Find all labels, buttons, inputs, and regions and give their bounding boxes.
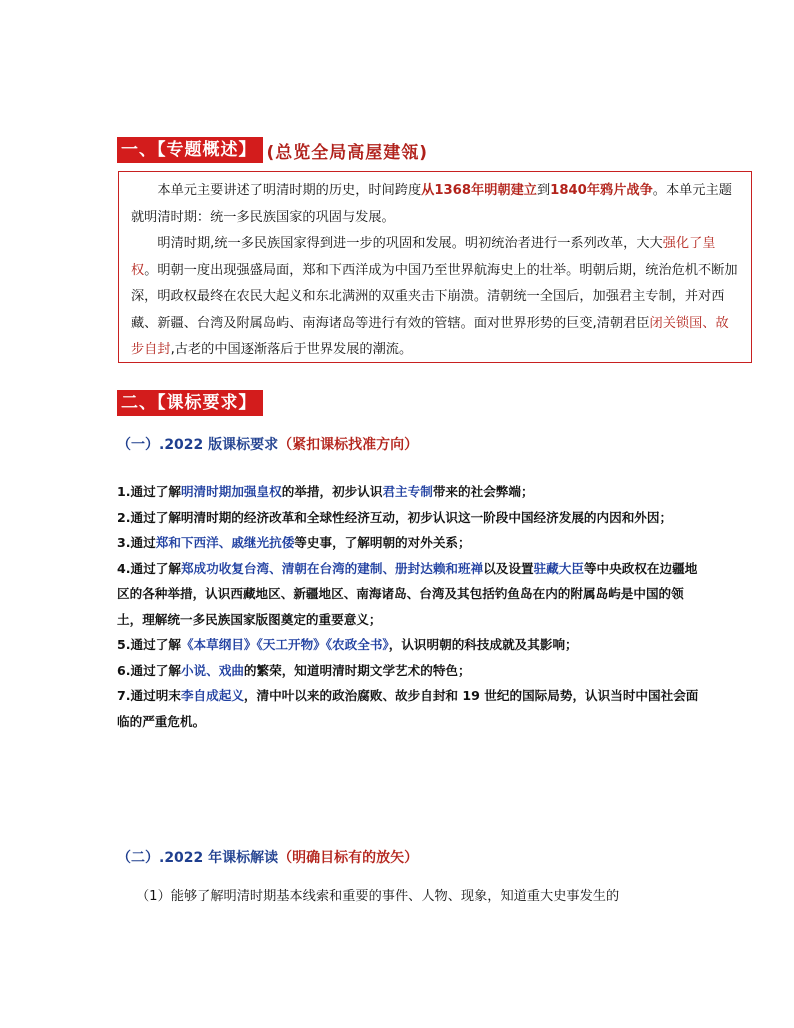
section-subtitle: (总览全局高屋建瓴) — [266, 142, 429, 163]
highlight-text: 1840年鸦片战争 — [550, 183, 653, 198]
section-badge: 二、【课标要求】 — [117, 390, 263, 416]
overview-paragraph-1: 本单元主要讲述了明清时期的历史，时间跨度从1368年明朝建立到1840年鸦片战争。本单元主题就明清时期：统一多民族国家的巩固与发展。 — [131, 183, 732, 225]
overview-box — [118, 171, 752, 363]
section-header-standards — [117, 390, 263, 416]
list-item: 6.通过了解小说、戏曲的繁荣，知道明清时期文学艺术的特色； — [117, 662, 471, 678]
subheading-2022-standards: （一）.2022 版课标要求（紧扣课标找准方向） — [117, 437, 419, 453]
subheading-2022-interpretation: （二）.2022 年课标解读（明确目标有的放矢） — [117, 850, 419, 866]
list-item: 2.通过了解明清时期的经济改革和全球性经济互动，初步认识这一阶段中国经济发展的内因和外因； — [117, 509, 673, 525]
section-header-overview — [117, 137, 428, 163]
interpretation-paragraph: （1）能够了解明清时期基本线索和重要的事件、人物、现象，知道重大史事发生的 — [136, 889, 620, 904]
highlight-text: 闭关锁国、故步自封 — [131, 315, 729, 357]
list-item: 1.通过了解明清时期加强皇权的举措，初步认识君主专制带来的社会弊端； — [117, 484, 534, 499]
list-item: 3.通过郑和下西洋、戚继光抗倭等史事，了解明朝的对外关系； — [117, 535, 471, 550]
highlight-text: 强化了皇权 — [131, 236, 716, 278]
list-item: 4.通过了解郑成功收复台湾、清朝在台湾的建制、册封达赖和班禅以及设置驻藏大臣等中央政权在边疆地区的各种举措，认识西藏地区、新疆地区、南海诸岛、台湾及其包括钓鱼岛在内的附属岛屿是中国的领土，理解统一多民族国家版图奠定的重要意义； — [117, 560, 698, 627]
highlight-text: 从1368年明朝建立 — [421, 183, 537, 198]
requirements-list — [117, 479, 707, 734]
overview-paragraph-2: 明清时期,统一多民族国家得到进一步的巩固和发展。明初统治者进行一系列改革，大大强化了皇权。明朝一度出现强盛局面，郑和下西洋成为中国乃至世界航海史上的壮举。明朝后期，统治危机不断加深，明政权最终在农民大起义和东北满洲的双重夹击下崩溃。清朝统一全国后，加强君主专制，并对西藏、新疆、台湾及附属岛屿、南海诸岛等进行有效的管辖。面对世界形势的巨变,清朝君臣闭关锁国、故步自封,古老的中国逐渐落后于世界发展的潮流。 — [131, 236, 738, 357]
list-item: 7.通过明末李自成起义，清中叶以来的政治腐败、故步自封和 19 世纪的国际局势，认识当时中国社会面临的严重危机。 — [117, 688, 699, 729]
list-item: 5.通过了解《本草纲目》《天工开物》《农政全书》，认识明朝的科技成就及其影响； — [117, 637, 578, 652]
section-badge: 一、【专题概述】 — [117, 137, 263, 163]
